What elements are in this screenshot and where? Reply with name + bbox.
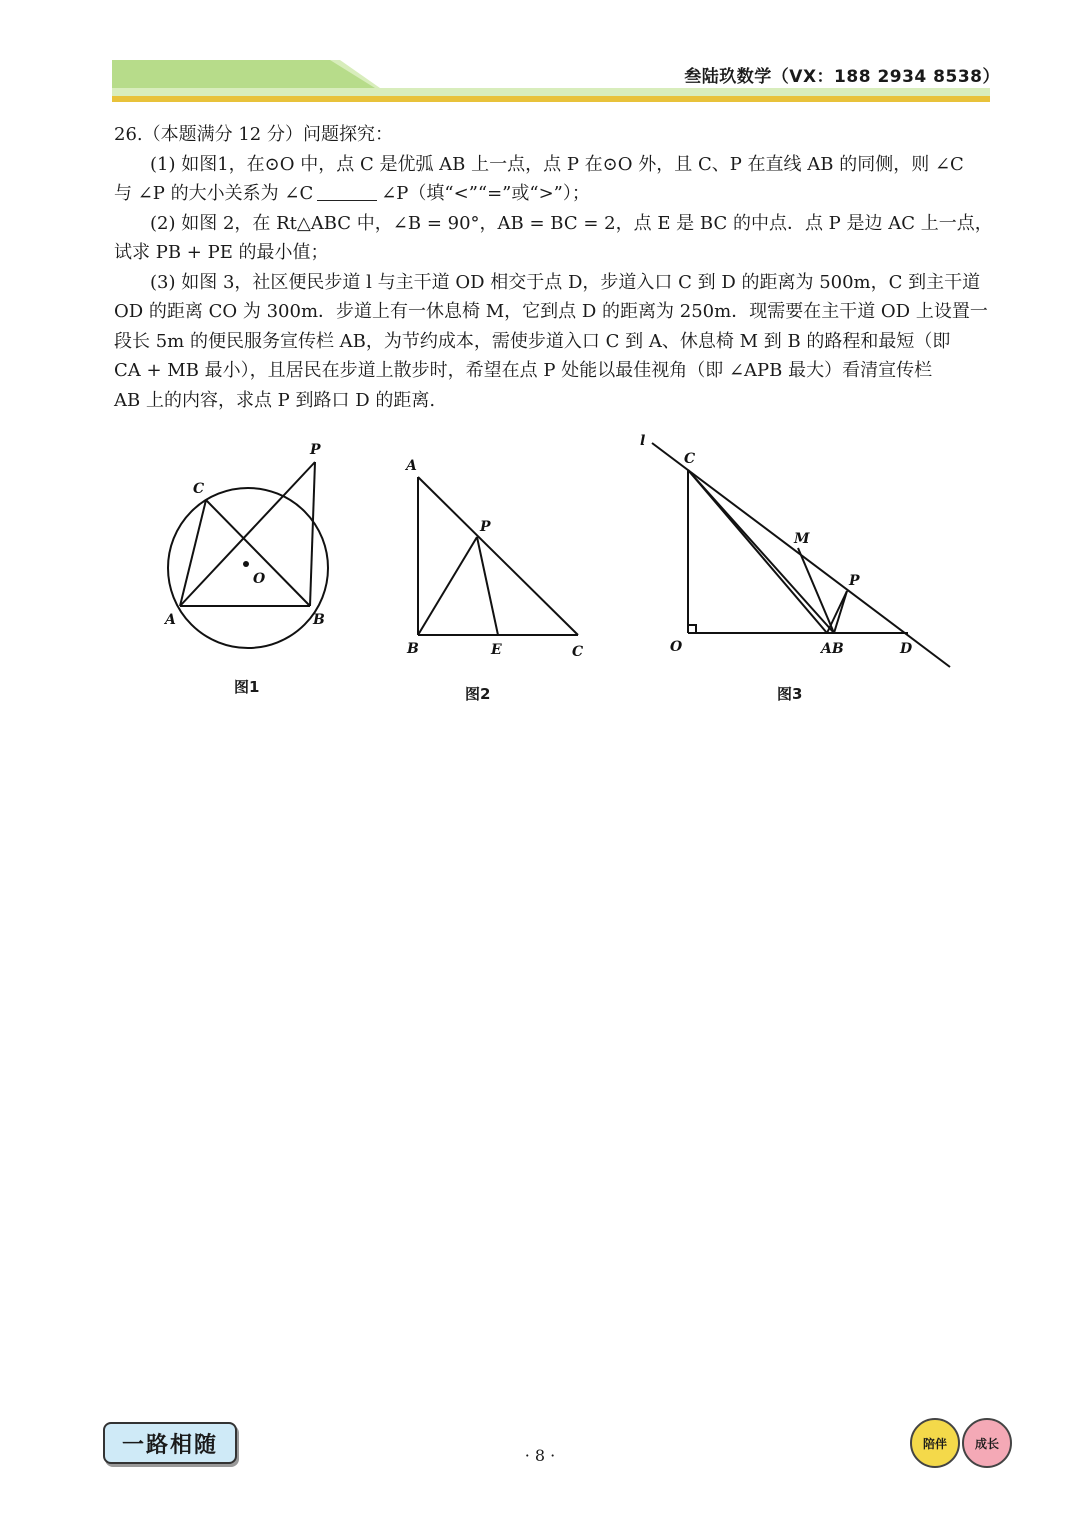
fig3-right-angle — [688, 625, 696, 633]
fig2-label-c: C — [572, 644, 584, 660]
part1-line2 — [114, 179, 996, 209]
footer-circle-companion: 陪伴 — [910, 1418, 960, 1468]
figure-3-diagram — [630, 425, 970, 675]
fig3-label-c: C — [684, 451, 696, 467]
fig3-label-o: O — [670, 639, 683, 655]
fig2-label-b: B — [407, 641, 419, 657]
part3-line2: OD 的距离 CO 为 300m．步道上有一休息椅 M，它到点 D 的距离为 250m．现需要在主干道 OD 上设置一 — [114, 301, 988, 322]
figure-3 — [630, 425, 970, 703]
fig3-label-ab: AB — [821, 641, 844, 657]
fig2-label-p: P — [480, 519, 491, 535]
page-number: · 8 · — [524, 1446, 556, 1465]
fig2-label-a: A — [406, 458, 417, 474]
fig1-label-c: C — [193, 481, 205, 497]
part1-text-b: 与 ∠P 的大小关系为 ∠C — [114, 183, 314, 204]
fig1-seg-pb — [310, 462, 315, 606]
fig3-label-m: M — [794, 531, 810, 547]
figure-2 — [400, 455, 600, 703]
fig1-label-p: P — [310, 442, 321, 458]
fig2-seg-ac — [418, 477, 578, 635]
part3-line4: CA + MB 最小），且居民在步道上散步时，希望在点 P 处能以最佳视角（即 ∠APB 最大）看清宣传栏 — [114, 360, 933, 381]
fig3-seg-cb — [688, 470, 834, 633]
footer-circle-growth: 成长 — [962, 1418, 1012, 1468]
part3-line1: (3) 如图 3，社区便民步道 l 与主干道 OD 相交于点 D，步道入口 C 到 D 的距离为 500m，C 到主干道 — [150, 271, 981, 293]
header-brand: 叁陆玖数学（VX：188 2934 8538） — [684, 67, 1000, 87]
fig1-seg-ac — [180, 500, 206, 606]
header-banner — [0, 0, 1080, 115]
fig1-label-o: O — [253, 571, 266, 587]
header-band-green — [112, 60, 375, 88]
fig2-caption: 图2 — [465, 685, 491, 703]
fig3-label-l: l — [640, 433, 646, 449]
problem-26 — [114, 120, 996, 415]
fig3-seg-pa — [827, 591, 847, 633]
fig3-caption: 图3 — [777, 685, 803, 703]
fig3-label-p: P — [849, 573, 860, 589]
figure-2-diagram — [400, 455, 600, 665]
part3-line3: 段长 5m 的便民服务宣传栏 AB，为节约成本，需使步道入口 C 到 A、休息椅 M 到 B 的路程和最短（即 — [114, 330, 951, 352]
page-header — [0, 0, 1080, 115]
part1-text-c: ∠P（填“<”“=”或“>”）； — [381, 183, 590, 204]
fig1-circle — [168, 488, 328, 648]
fig1-label-b: B — [313, 612, 325, 628]
header-gold-rule — [112, 96, 990, 102]
part3-line5: AB 上的内容，求点 P 到路口 D 的距离. — [114, 389, 436, 411]
fig2-label-e: E — [491, 642, 502, 658]
part1-line1: (1) 如图1，在⊙O 中，点 C 是优弧 AB 上一点，点 P 在⊙O 外，且 C、P 在直线 AB 的同侧，则 ∠C — [150, 153, 964, 175]
fig1-center-dot — [243, 561, 249, 567]
fig1-caption: 图1 — [234, 678, 260, 696]
fig3-label-d: D — [900, 641, 913, 657]
footer-badge: 一路相随 — [103, 1422, 237, 1464]
answer-blank — [317, 182, 377, 201]
fig1-label-a: A — [165, 612, 176, 628]
part2-line1: (2) 如图 2，在 Rt△ABC 中，∠B = 90°，AB = BC = 2，点 E 是 BC 的中点．点 P 是边 AC 上一点， — [150, 212, 993, 234]
problem-heading: 26.（本题满分 12 分）问题探究： — [114, 124, 393, 145]
part2-line2: 试求 PB + PE 的最小值； — [114, 242, 329, 263]
figure-1-diagram — [150, 430, 350, 660]
fig1-seg-cb — [206, 500, 310, 606]
figure-1 — [150, 430, 350, 696]
fig2-seg-bp — [418, 537, 477, 635]
